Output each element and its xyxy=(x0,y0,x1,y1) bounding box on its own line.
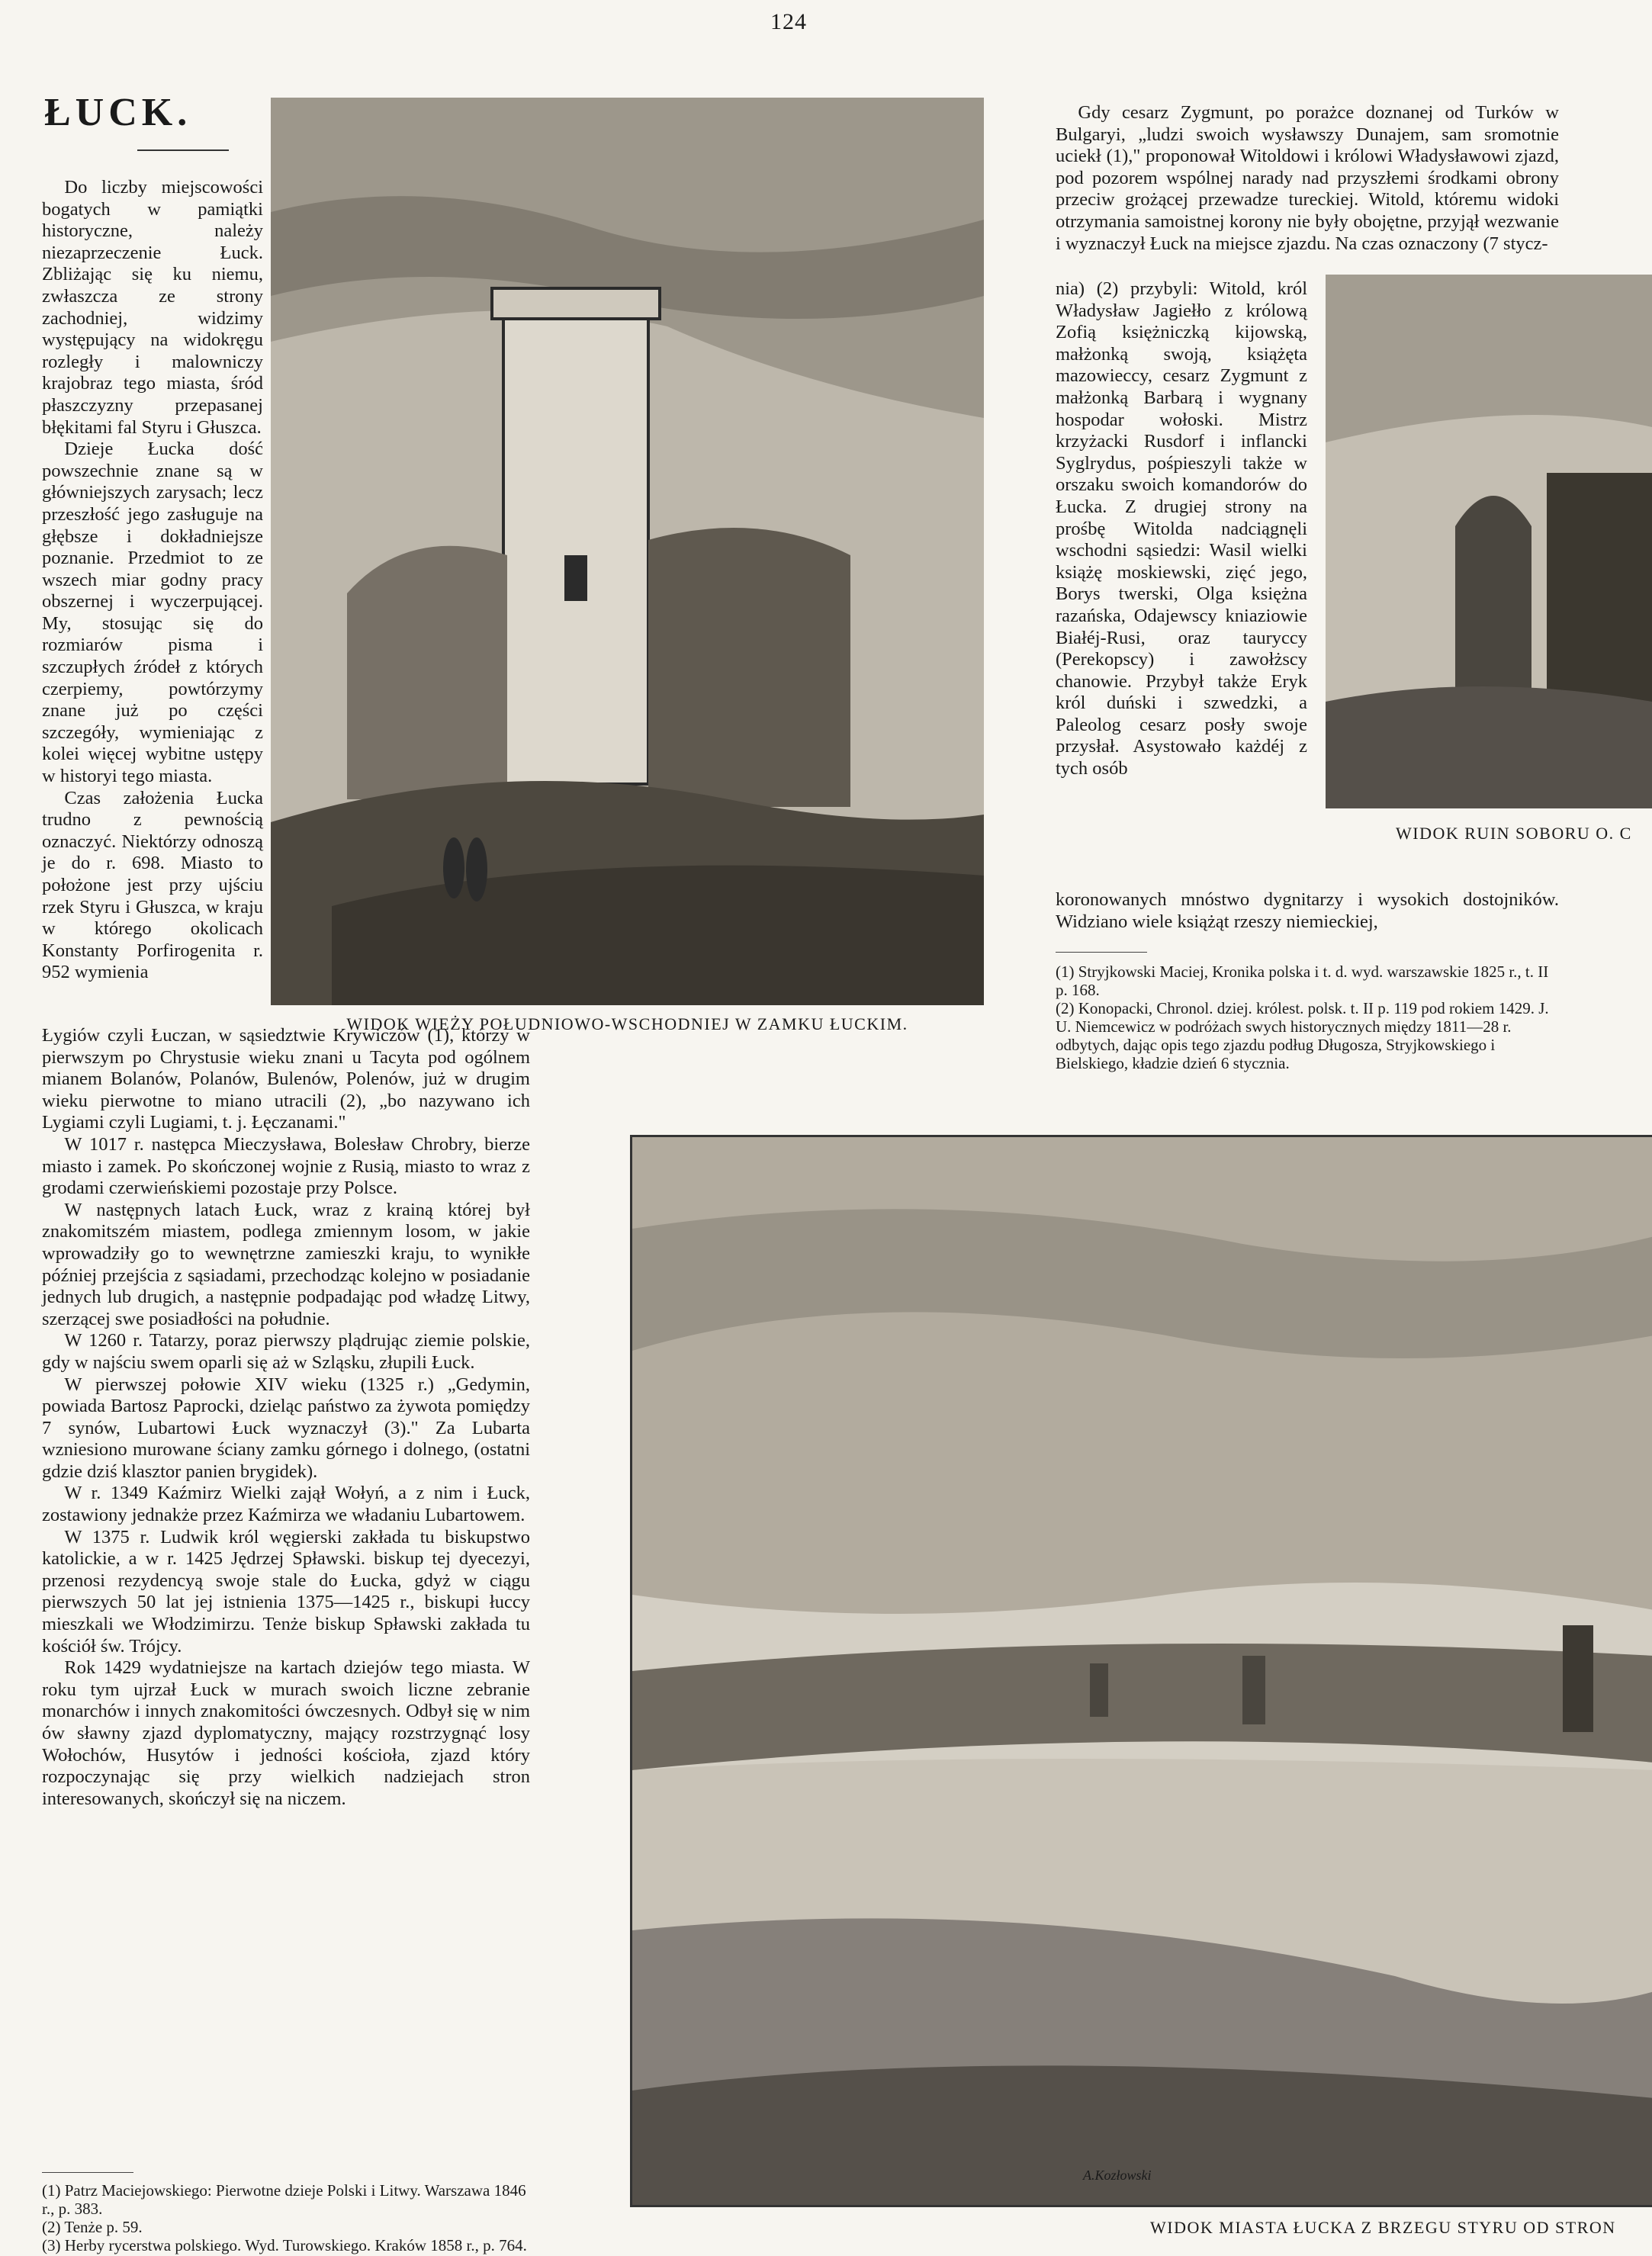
intro-column xyxy=(42,177,263,984)
paragraph: Rok 1429 wydatniejsze na kartach dziejów tego miasta. W roku tym ujrzał Łuck w murach swoich liczne zebranie monarchów i innych znakomitości ówczesnych. Odbył się w nim ów sławny zjazd dyplomatyczny, mający rozstrzygnąć losy Wołochów, Husytów i jedności kościoła, zjazd który rozpoczynając się przy wielkich nadziejach stron interesowanych, skończył się na niczem. xyxy=(42,1657,530,1809)
footnotes-right xyxy=(1056,962,1559,1072)
right-top-text xyxy=(1056,102,1559,255)
main-column-left xyxy=(42,1025,530,1810)
article-title: ŁUCK. xyxy=(44,91,192,134)
paragraph: W 1260 r. Tatarzy, poraz pierwszy plądrując ziemie polskie, gdy w najściu swem oparli się aż w Szląsku, złupili Łuck. xyxy=(42,1330,530,1373)
footnote: (2) Tenże p. 59. xyxy=(42,2218,143,2236)
intro-paragraph: Dzieje Łucka dość powszechnie znane są w główniejszych zarysach; lecz przeszłość jego zasługuje na głębsze i dokładniejsze poznanie. Przedmiot to ze wszech miar godny pracy obszernej i wyczerpującej. My, stosując się do rozmiarów pisma i szczupłych źródeł z których czerpiemy, powtórzymy znane już po części szczegóły, wymieniając z kolei więcej wybitne ustępy w historyi tego miasta. xyxy=(42,439,263,787)
paragraph: W r. 1349 Kaźmirz Wielki zajął Wołyń, a z nim i Łuck, zostawiony jednakże przez Kaźmirza we władaniu Lubartowem. xyxy=(42,1483,530,1526)
paragraph: Gdy cesarz Zygmunt, po porażce doznanej od Turków w Bulgaryi, „ludzi swoich wysławszy Dunajem, sam sromotnie uciekł (1)," proponował Witoldowi i królowi Władysławowi zjazd, pod pozorem wspólnej narady nad przyszłemi środkami obrony przeciw grożącej przewadze tureckiej. Witold, któremu widoki otrzymania samoistnej korony nie były obojętne, przyjął wezwanie i wyznaczył Łuck na miejsce zjazdu. Na czas oznaczony (7 stycz- xyxy=(1056,102,1559,254)
footnote-rule xyxy=(42,2172,133,2173)
city-caption: WIDOK MIASTA ŁUCKA Z BRZEGU STYRU OD STRON xyxy=(1150,2218,1616,2237)
paragraph: koronowanych mnóstwo dygnitarzy i wysokich dostojników. Widziano wiele książąt rzeszy niemieckiej, xyxy=(1056,889,1559,932)
footnote: (2) Konopacki, Chronol. dziej. królest. polsk. t. II p. 119 pod rokiem 1429. J. U. Niemcewicz w podróżach swych historycznych między 1811—28 r. odbytych, dając opis tego zjazdu podług Długosza, Stryjkowskiego i Bielskiego, kładzie dzień 6 stycznia. xyxy=(1056,999,1549,1072)
paragraph: nia) (2) przybyli: Witold, król Władysław Jagiełło z królową Zofią księżniczką kijowską, małżonką swoją, książęta mazowieccy, cesarz Zygmunt z małżonką Barbarą i wygnany hospodar wołoski. Mistrz krzyżacki Rusdorf i inflancki Syglrydus, pośpieszyli także w orszaku swoich komandorów do Łucka. Z drugiej strony na prośbę Witolda nadciągnęli wschodni sąsiedzi: Wasil wielki książę moskiewski, zięć jego, Borys twerski, Olga księżna razańska, Odajewscy kniaziowie Białéj-Rusi, oraz tauryccy (Perekopscy) i zawołżscy chanowie. Przybył także Eryk król duński i szwedzki, a Paleolog cesarz posły swoje przysłał. Asystowało każdéj z tych osób xyxy=(1056,278,1307,779)
footnotes-left xyxy=(42,2181,530,2254)
city-engraving xyxy=(630,1135,1652,2207)
paragraph: W 1017 r. następca Mieczysława, Bolesław Chrobry, bierze miasto i zamek. Po skończonej wojnie z Rusią, miasto to wraz z grodami czerwieńskiemi pozostaje przy Polsce. xyxy=(42,1133,530,1199)
ruins-engraving xyxy=(1326,275,1652,808)
tower-caption: WIDOK WIEŻY POŁUDNIOWO-WSCHODNIEJ W ZAMKU ŁUCKIM. xyxy=(346,1014,908,1033)
ruins-caption: WIDOK RUIN SOBORU O. C xyxy=(1396,824,1632,843)
intro-paragraph: Do liczby miejscowości bogatych w pamiątki historyczne, należy niezaprzeczenie Łuck. Zbliżając się ku niemu, zwłaszcza ze strony zachodniej, widzimy występujący na widokręgu rozległy i malowniczy krajobraz tego miasta, śród płaszczyzny przepasanej błękitami fal Styru i Głuszca. xyxy=(42,177,263,438)
artist-signature: A.Kozłowski xyxy=(1083,2168,1152,2183)
paragraph: Łygiów czyli Łuczan, w sąsiedztwie Krywiczów (1), którzy w pierwszym po Chrystusie wieku znani u Tacyta pod ogólnem mianem Bolanów, Polanów, Bulenów, Polenów, już w drugim wieku pierwotne to miano utracili (2), „bo nazywano ich Lygiami czyli Lugiami, t. j. Łęczanami." xyxy=(42,1025,530,1133)
paragraph: W następnych latach Łuck, wraz z krainą której był znakomitszém miastem, podlega zmiennym losom, w jakie wprowadziły go to wewnętrzne zamieszki kraju, to wynikłe później przejścia z sąsiadami, przechodząc kolejno w posiadanie jednych lub drugich, a następnie podpadając pod władzę Litwy, szerzącej swe posiadłości na południe. xyxy=(42,1199,530,1329)
tower-engraving xyxy=(271,98,984,1005)
paragraph: W pierwszej połowie XIV wieku (1325 r.) „Gedymin, powiada Bartosz Paprocki, dzieląc państwo za żywota pomiędzy 7 synów, Lubartowi Łuck wyznaczył (3)." Za Lubarta wzniesiono murowane ściany zamku górnego i dolnego, (ostatni gdzie dziś klasztor panien brygidek). xyxy=(42,1374,530,1482)
right-narrow-text xyxy=(1056,278,1307,780)
paragraph: W 1375 r. Ludwik król węgierski zakłada tu biskupstwo katolickie, a w r. 1425 Jędrzej Spławski. biskup tej dyecezyi, przenosi rezydencyą swoje stale do Łucka, gdyż w ciągu pierwszych 50 lat jej istnienia 1375—1425 r., biskupi łuccy mieszkali we Włodzimirzu. Tenże biskup Spławski zakłada tu kościół św. Trójcy. xyxy=(42,1526,530,1657)
footnote: (1) Patrz Maciejowskiego: Pierwotne dzieje Polski i Litwy. Warszawa 1846 r., p. 383. xyxy=(42,2181,526,2218)
footnote: (1) Stryjkowski Maciej, Kronika polska i t. d. wyd. warszawskie 1825 r., t. II p. 168. xyxy=(1056,962,1549,999)
intro-paragraph: Czas założenia Łucka trudno z pewnością oznaczyć. Niektórzy odnoszą je do r. 698. Miasto to położone jest przy ujściu rzek Styru i Głuszca, w kraju w którego okolicach Konstanty Porfirogenita r. 952 wymienia xyxy=(42,787,263,983)
page-number: 124 xyxy=(770,9,807,34)
right-wide-text xyxy=(1056,889,1559,933)
title-rule xyxy=(137,149,229,151)
footnote: (3) Herby rycerstwa polskiego. Wyd. Turowskiego. Kraków 1858 r., p. 764. xyxy=(42,2236,527,2254)
footnote-rule xyxy=(1056,952,1147,953)
